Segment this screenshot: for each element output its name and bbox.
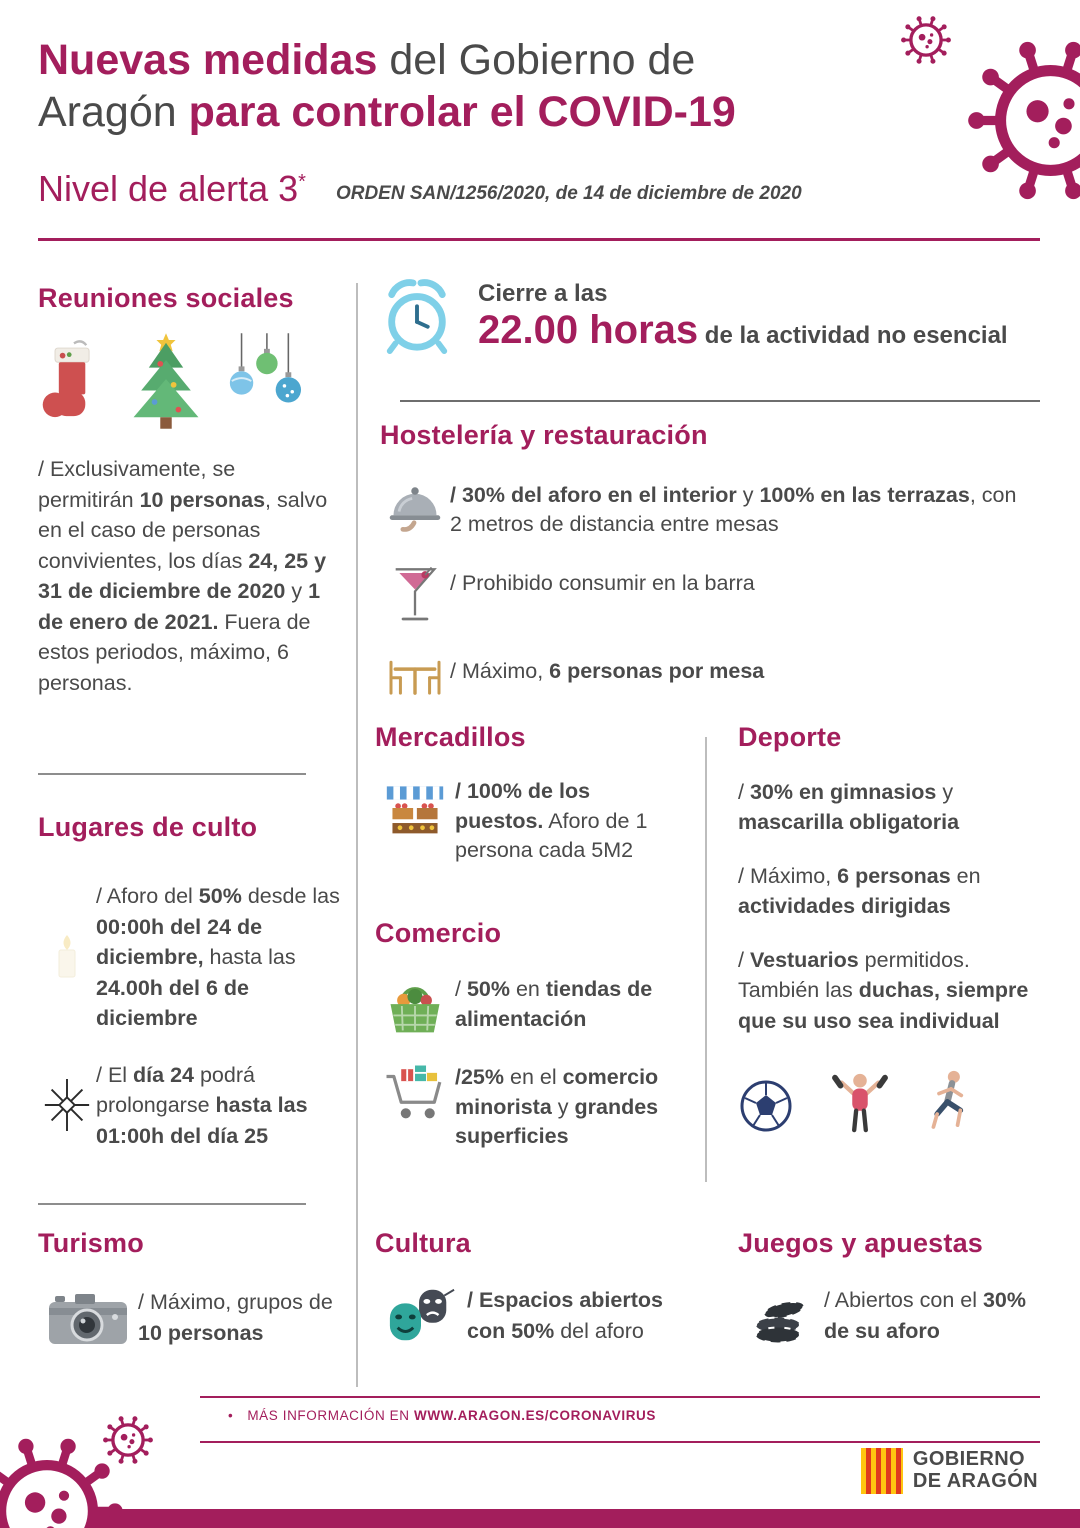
christmas-icons-row [38,328,338,432]
section-heading: Juegos y apuestas [738,1228,984,1258]
mercadillos-text: / 100% de los puestos. Aforo de 1 persona cada 5M2 [455,779,648,863]
column-divider [705,737,707,1182]
order-reference: ORDEN SAN/1256/2020, de 14 de diciembre de 2020 [335,183,802,204]
section-heading: Turismo [38,1228,144,1258]
lugares-text-2: / El día 24 podrá prolongarse hasta las 01:00h del día 25 [96,1062,308,1148]
divider [38,773,306,775]
deporte-text-3: / Vestuarios permitidos. También las duchas, siempre que su uso sea individual [738,948,1029,1033]
section-deporte [738,722,1043,1134]
mercadillos-item [375,777,687,866]
header-rule [38,238,1040,241]
lugares-item [38,881,343,1034]
market-stall-icon [375,777,455,839]
section-heading: Reuniones sociales [38,283,294,313]
grocery-basket-icon [375,975,455,1037]
section-comercio [375,918,687,1152]
soccer-ball-icon [738,1078,794,1134]
shopping-cart-icon [375,1063,455,1125]
runner-icon [926,1068,978,1134]
comercio-text-2: /25% en el comercio minorista y grandes superficies [455,1065,659,1149]
comercio-text-1: / 50% en tiendas de alimentación [455,977,653,1031]
closing-intro: Cierre a las [478,280,608,307]
footer-info [228,1408,656,1423]
divider [38,1203,306,1205]
column-divider [356,283,358,1387]
footer-info-url[interactable]: WWW.ARAGON.ES/CORONAVIRUS [414,1408,656,1423]
theater-masks-icon [375,1287,467,1345]
closing-scope: de la actividad no esencial [698,322,1008,349]
section-lugares-de-culto [38,812,343,1151]
section-hosteleria [380,420,1040,699]
lugares-text-1: / Aforo del 50% desde las 00:00h del 24 de diciembre, hasta las 24.00h del 6 de diciembre [96,884,340,1031]
comercio-item [375,1063,687,1152]
comercio-item [375,975,687,1037]
closing-time-line [478,308,1008,353]
section-cultura [375,1228,695,1346]
hosteleria-item [380,653,1040,699]
logo-text: GOBIERNO DE ARAGÓN [912,1448,1038,1492]
hosteleria-item [380,565,1040,627]
footer-info-label: MÁS INFORMACIÓN EN [247,1408,414,1423]
cultura-item [375,1285,695,1346]
hosteleria-text-1: / 30% del aforo en el interior y 100% en las terrazas, con 2 metros de distancia entre mesas [450,483,1017,537]
weightlifter-icon [830,1070,890,1134]
section-juegos-apuestas [738,1228,1043,1346]
page-title: Nuevas medidas del Gobierno de Aragón para controlar el COVID-19 [38,36,736,137]
juegos-text: / Abiertos con el 30% de su aforo [824,1288,1026,1343]
aragon-flag-icon [861,1448,903,1494]
alarm-clock-icon [380,276,454,358]
deporte-icons-row [738,1068,1043,1134]
deporte-text-2: / Máximo, 6 personas en actividades dirigidas [738,864,981,919]
closing-time-banner [380,276,1040,358]
section-heading: Cultura [375,1228,471,1258]
hosteleria-item [380,477,1040,539]
section-turismo [38,1228,358,1348]
virus-icon [898,12,954,68]
turismo-text: / Máximo, grupos de 10 personas [138,1290,333,1345]
juegos-item [738,1285,1043,1346]
reuniones-text: / Exclusivamente, se permitirán 10 personas, salvo en el caso de personas convivientes, los días 24, 25 y 31 de diciembre de 2020 y 1 de enero de 2021. Fuera de estos periodos, máximo, 6 personas. [38,457,328,695]
virus-icon [958,28,1080,213]
section-reuniones-sociales [38,283,338,720]
star-icon [38,1077,96,1133]
turismo-item [38,1287,358,1348]
section-heading: Deporte [738,722,842,752]
section-heading: Mercadillos [375,722,526,752]
section-heading: Hostelería y restauración [380,420,708,450]
camera-icon [38,1288,138,1348]
bottom-color-bar [0,1509,1080,1528]
deporte-text-1: / 30% en gimnasios y mascarilla obligatoria [738,780,960,835]
virus-icon [0,1426,132,1528]
section-heading: Comercio [375,918,502,948]
candle-icon [38,931,96,983]
alert-level: Nivel de alerta 3* [38,168,306,209]
poker-chips-icon [738,1288,824,1344]
hosteleria-text-2: / Prohibido consumir en la barra [450,571,755,596]
christmas-stocking-icon [38,336,108,432]
christmas-tree-icon [124,330,208,432]
lugares-item [38,1060,343,1152]
divider [400,400,1040,402]
ornaments-icon [224,332,302,432]
alert-asterisk: * [298,171,306,193]
section-heading: Lugares de culto [38,812,258,842]
serving-dish-icon [380,477,450,533]
bullet: • [228,1408,234,1423]
footer-rule [200,1441,1040,1443]
alert-level-row [38,168,802,210]
hosteleria-text-3: / Máximo, 6 personas por mesa [450,659,765,684]
section-mercadillos [375,722,687,866]
cocktail-icon [380,565,450,627]
table-chairs-icon [380,653,450,699]
cultura-text: / Espacios abiertos con 50% del aforo [467,1288,663,1343]
footer-rule [200,1396,1040,1398]
closing-time: 22.00 horas [478,308,699,352]
gobierno-aragon-logo [861,1448,1038,1494]
